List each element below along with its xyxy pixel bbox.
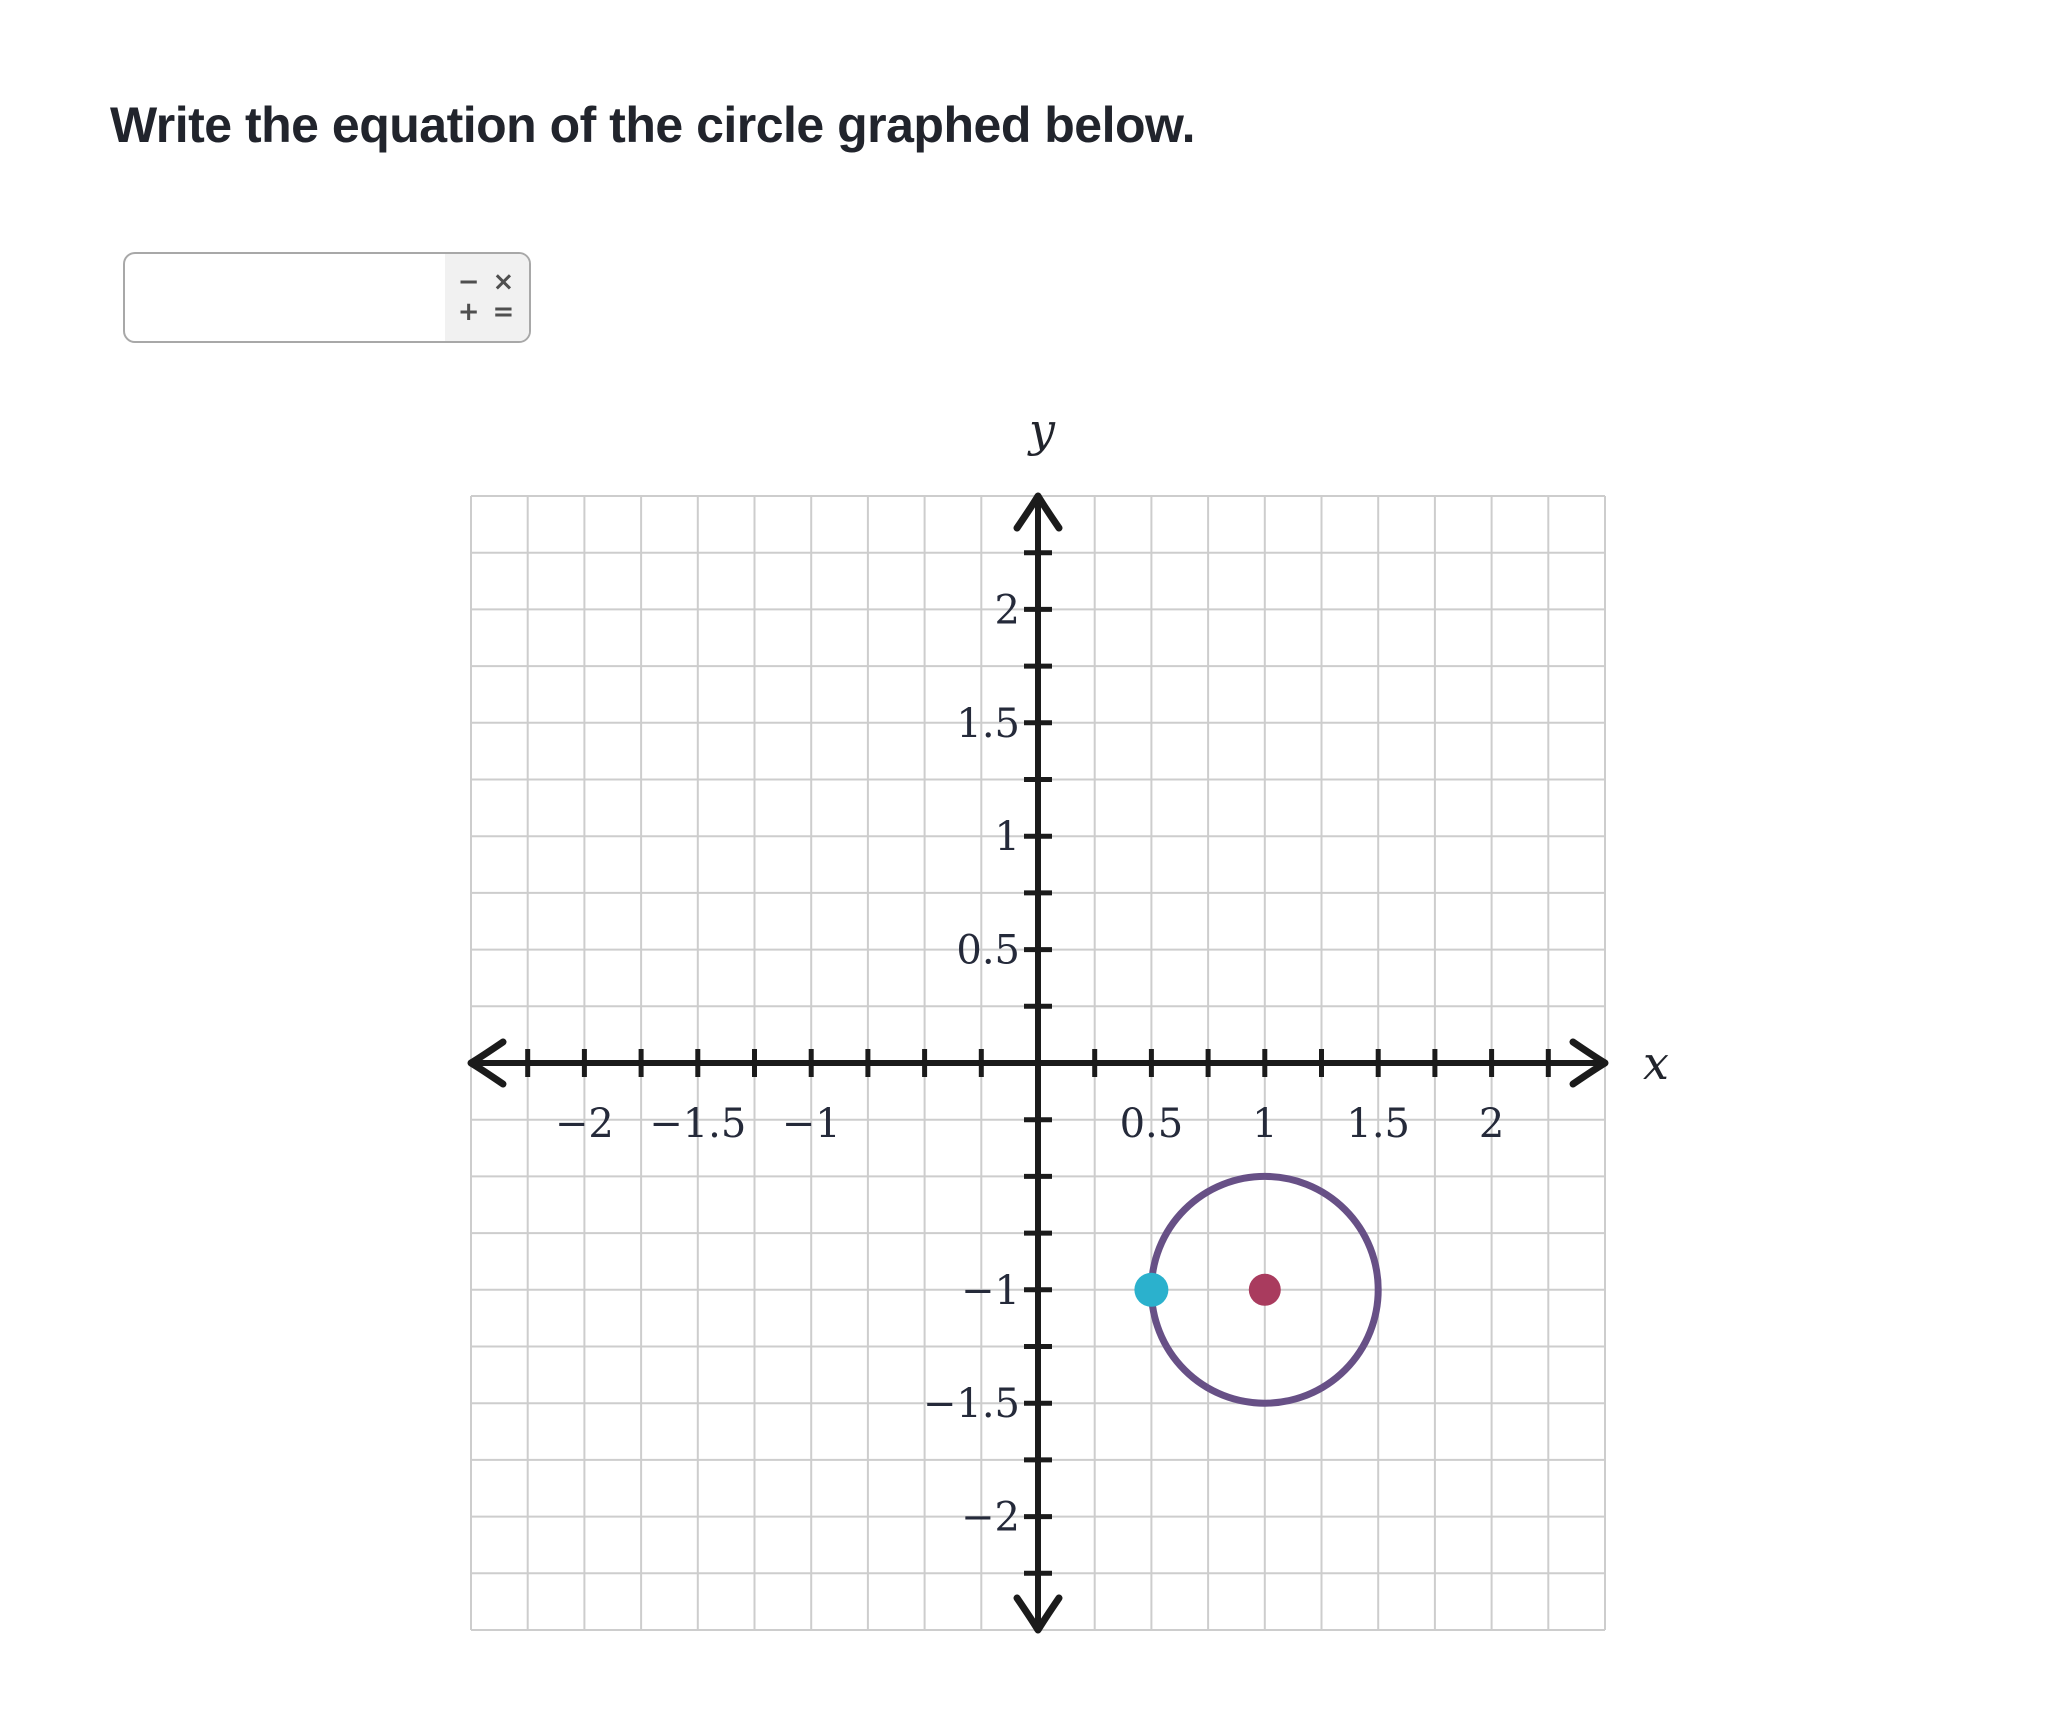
- equation-input-value[interactable]: [125, 254, 445, 341]
- x-tick-label: −1: [781, 1101, 841, 1147]
- equation-input[interactable]: [123, 252, 531, 343]
- y-tick-label: −2: [961, 1494, 1020, 1541]
- y-tick-label: −1: [961, 1267, 1020, 1314]
- y-tick-label: 2: [994, 587, 1020, 634]
- point-center-point: [1249, 1274, 1281, 1306]
- keypad-icon-row-2: + =: [457, 296, 517, 327]
- x-tick-label: 1.5: [1346, 1101, 1411, 1147]
- math-keypad-icon: [458, 268, 517, 326]
- y-axis-name: y: [1029, 403, 1055, 457]
- x-tick-label: −2: [554, 1101, 614, 1147]
- coordinate-plane: [420, 380, 1700, 1680]
- x-tick-label: 2: [1478, 1101, 1505, 1147]
- x-tick-label: −1.5: [649, 1101, 747, 1147]
- graph-svg: [420, 380, 1700, 1680]
- y-tick-label: 1.5: [956, 700, 1020, 747]
- y-tick-label: 0.5: [956, 927, 1020, 974]
- axis-labels: [1027, 403, 1669, 1090]
- y-tick-label: −1.5: [922, 1381, 1020, 1428]
- x-tick-label: 0.5: [1119, 1101, 1184, 1147]
- question-title: Write the equation of the circle graphed below.: [110, 97, 1195, 153]
- x-tick-label: 1: [1252, 1101, 1278, 1147]
- keypad-icon-row-1: − ×: [457, 267, 517, 298]
- x-axis-name: x: [1643, 1036, 1669, 1090]
- math-keypad-button[interactable]: [445, 254, 529, 341]
- point-radius-point: [1134, 1273, 1168, 1307]
- y-tick-label: 1: [994, 814, 1020, 861]
